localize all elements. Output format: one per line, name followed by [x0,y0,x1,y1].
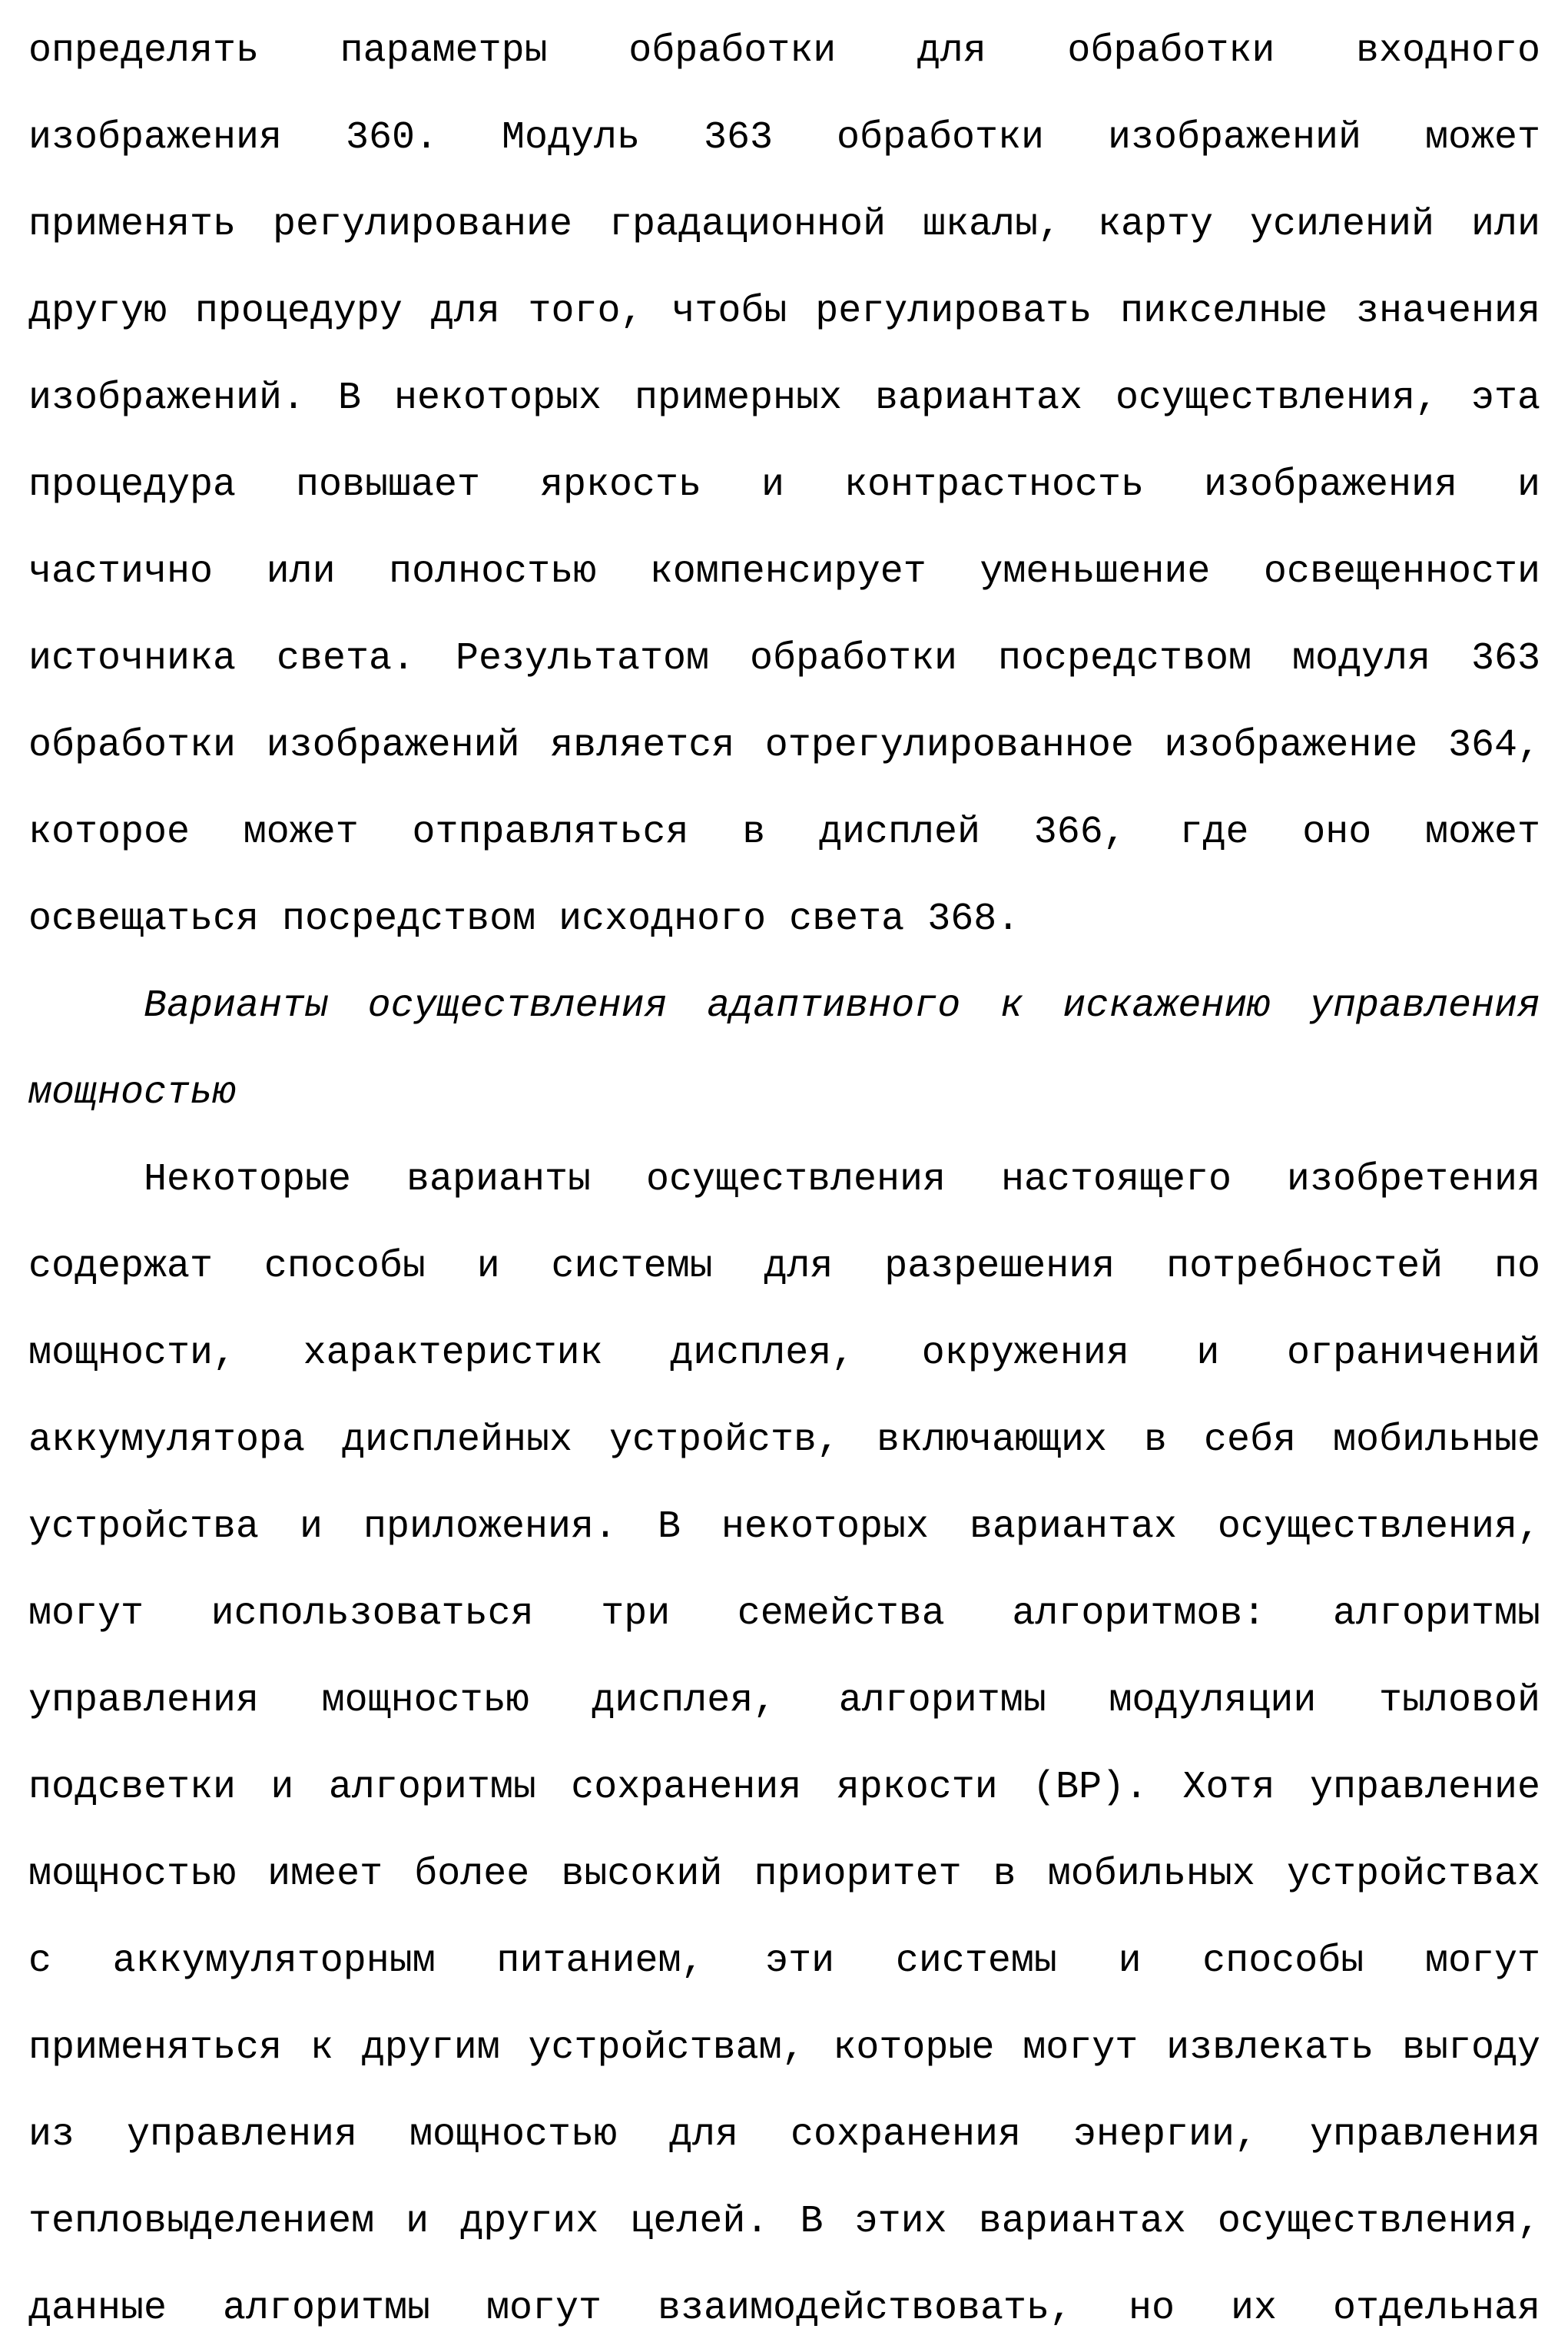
text-line: мощности, характеристик дисплея, окружения и ограничений [28,1332,1540,1375]
text-line: мощностью имеет более высокий приоритет в мобильных устройствах [28,1853,1540,1896]
text-line: подсветки и алгоритмы сохранения яркости (BP). Хотя управление [28,1766,1540,1810]
text-line: могут использоваться три семейства алгоритмов: алгоритмы [28,1592,1540,1636]
text-line: тепловыделением и других целей. В этих вариантах осуществления, [28,2200,1540,2244]
section-heading-line: мощностью [28,1071,237,1115]
text-line: процедура повышает яркость и контрастность изображения и [28,463,1540,507]
text-line: управления мощностью дисплея, алгоритмы модуляции тыловой [28,1679,1540,1723]
text-line: определять параметры обработки для обработки входного [28,29,1540,73]
text-line: применяться к другим устройствам, которые могут извлекать выгоду [28,2026,1540,2070]
section-heading-line: Варианты осуществления адаптивного к искажению управления [144,984,1540,1028]
text-line: другую процедуру для того, чтобы регулировать пикселные значения [28,290,1540,333]
text-line: частично или полностью компенсирует уменьшение освещенности [28,550,1540,594]
text-line: источника света. Результатом обработки посредством модуля 363 [28,637,1540,681]
text-line: применять регулирование градационной шкалы, карту усилений или [28,203,1540,247]
text-line: содержат способы и системы для разрешения потребностей по [28,1245,1540,1289]
text-line: устройства и приложения. В некоторых вариантах осуществления, [28,1505,1540,1549]
text-line: обработки изображений является отрегулированное изображение 364, [28,724,1540,768]
text-line: которое может отправляться в дисплей 366, где оно может [28,811,1540,854]
text-line: аккумулятора дисплейных устройств, включающих в себя мобильные [28,1418,1540,1462]
text-line: с аккумуляторным питанием, эти системы и способы могут [28,1939,1540,1983]
text-line: изображений. В некоторых примерных вариантах осуществления, эта [28,377,1540,420]
text-line: из управления мощностью для сохранения энергии, управления [28,2113,1540,2157]
text-line: изображения 360. Модуль 363 обработки изображений может [28,116,1540,160]
text-line: Некоторые варианты осуществления настоящего изобретения [144,1158,1540,1202]
text-line: освещаться посредством исходного света 368. [28,897,1020,941]
text-line: данные алгоритмы могут взаимодействовать, но их отдельная [28,2287,1540,2330]
